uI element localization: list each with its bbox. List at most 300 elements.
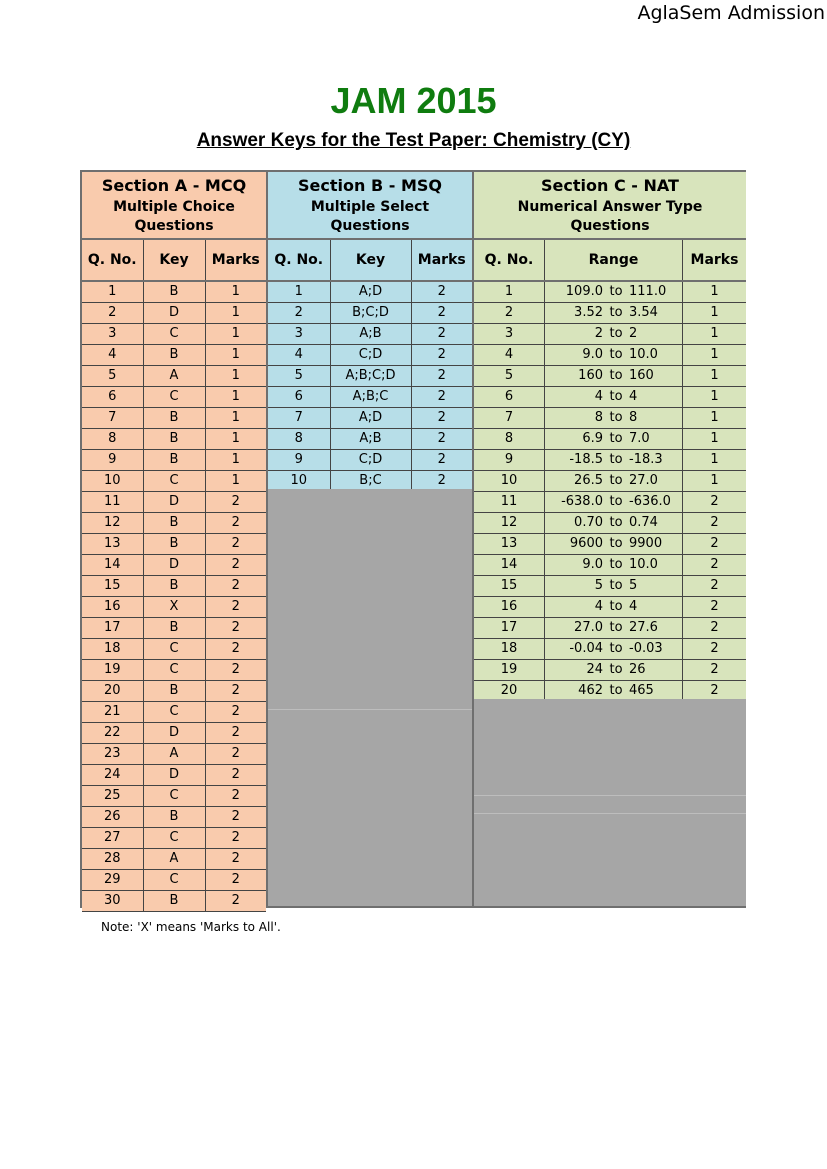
marks-cell: 2: [411, 429, 472, 450]
table-row: [82, 303, 266, 324]
qno-cell: 10: [474, 471, 545, 492]
table-row: [268, 281, 472, 303]
qno-cell: 17: [474, 618, 545, 639]
qno-cell: 2: [82, 303, 143, 324]
table-row: [82, 555, 266, 576]
table-row: [82, 660, 266, 681]
qno-cell: 4: [82, 345, 143, 366]
key-cell: C: [143, 870, 205, 891]
table-row: [82, 786, 266, 807]
qno-cell: 5: [474, 366, 545, 387]
qno-cell: 22: [82, 723, 143, 744]
qno-cell: 5: [82, 366, 143, 387]
marks-cell: 2: [205, 870, 266, 891]
column-header-qno: Q. No.: [268, 239, 330, 281]
key-cell: C: [143, 828, 205, 849]
table-row: [82, 849, 266, 870]
table-row: [82, 681, 266, 702]
key-cell: B: [143, 450, 205, 471]
key-cell: B: [143, 513, 205, 534]
qno-cell: 29: [82, 870, 143, 891]
range-high: 7.0: [629, 431, 650, 446]
key-cell: A: [143, 849, 205, 870]
key-cell: B: [143, 345, 205, 366]
section-b-heading: Section B - MSQ: [298, 176, 442, 195]
column-header-marks: Marks: [682, 239, 746, 281]
range-high: 160: [629, 368, 654, 383]
range-low: 5: [594, 578, 603, 593]
range-to: to: [609, 662, 623, 677]
section-b-empty-area: [268, 489, 472, 906]
range-low: 6.9: [582, 431, 603, 446]
range-high: 3.54: [629, 305, 658, 320]
section-a-sub2: Questions: [134, 218, 214, 234]
column-header-marks: Marks: [205, 239, 266, 281]
key-cell: B: [143, 429, 205, 450]
range-cell: [545, 429, 683, 450]
table-row: [82, 345, 266, 366]
table-row: [82, 387, 266, 408]
table-row: [82, 597, 266, 618]
key-cell: B: [143, 891, 205, 912]
marks-cell: 2: [682, 534, 746, 555]
range-low: 2: [594, 326, 603, 341]
table-row: [268, 303, 472, 324]
section-c-sub2: Questions: [570, 218, 650, 234]
key-cell: C: [143, 660, 205, 681]
marks-cell: 1: [205, 303, 266, 324]
table-row: [474, 471, 746, 492]
range-cell: [545, 618, 683, 639]
table-row: [82, 366, 266, 387]
marks-cell: 1: [205, 471, 266, 492]
marks-cell: 2: [205, 576, 266, 597]
section-b-sub2: Questions: [330, 218, 410, 234]
range-cell: [545, 555, 683, 576]
range-high: 2: [629, 326, 638, 341]
marks-cell: 1: [205, 408, 266, 429]
range-high: 10.0: [629, 557, 658, 572]
qno-cell: 3: [82, 324, 143, 345]
marks-cell: 2: [682, 513, 746, 534]
qno-cell: 6: [268, 387, 330, 408]
table-row: [474, 366, 746, 387]
marks-cell: 1: [682, 387, 746, 408]
column-header-key: Key: [330, 239, 411, 281]
qno-cell: 1: [268, 281, 330, 303]
range-cell: [545, 387, 683, 408]
range-low: -638.0: [561, 494, 603, 509]
qno-cell: 12: [82, 513, 143, 534]
section-c: [474, 172, 746, 906]
qno-cell: 9: [268, 450, 330, 471]
qno-cell: 9: [474, 450, 545, 471]
table-row: [474, 513, 746, 534]
marks-cell: 2: [411, 450, 472, 471]
marks-cell: 2: [205, 723, 266, 744]
qno-cell: 16: [474, 597, 545, 618]
qno-cell: 3: [268, 324, 330, 345]
marks-cell: 1: [682, 429, 746, 450]
section-c-empty-area: [474, 699, 746, 906]
table-row: [474, 345, 746, 366]
table-row: [82, 618, 266, 639]
table-row: [474, 492, 746, 513]
marks-cell: 1: [682, 303, 746, 324]
qno-cell: 20: [474, 681, 545, 702]
qno-cell: 14: [82, 555, 143, 576]
table-row: [82, 429, 266, 450]
range-to: to: [609, 515, 623, 530]
marks-cell: 2: [682, 681, 746, 702]
table-row: [82, 702, 266, 723]
qno-cell: 5: [268, 366, 330, 387]
marks-cell: 2: [411, 387, 472, 408]
marks-cell: 2: [205, 513, 266, 534]
range-high: 8: [629, 410, 638, 425]
marks-cell: 2: [682, 639, 746, 660]
table-row: [82, 513, 266, 534]
qno-cell: 25: [82, 786, 143, 807]
range-cell: [545, 576, 683, 597]
table-row: [474, 639, 746, 660]
range-cell: [545, 324, 683, 345]
section-a-heading: Section A - MCQ: [101, 176, 247, 195]
marks-cell: 2: [682, 618, 746, 639]
range-low: -18.5: [569, 452, 603, 467]
column-header-marks: Marks: [411, 239, 472, 281]
range-low: 160: [578, 368, 603, 383]
marks-cell: 2: [411, 471, 472, 492]
key-cell: C: [143, 387, 205, 408]
marks-cell: 2: [205, 681, 266, 702]
table-row: [82, 744, 266, 765]
marks-cell: 1: [205, 366, 266, 387]
table-row: [474, 281, 746, 303]
range-cell: [545, 450, 683, 471]
table-row: [82, 765, 266, 786]
qno-cell: 7: [474, 408, 545, 429]
table-row: [474, 555, 746, 576]
filler-line: [474, 813, 746, 814]
qno-cell: 26: [82, 807, 143, 828]
range-high: -0.03: [629, 641, 663, 656]
key-cell: C: [143, 471, 205, 492]
range-to: to: [609, 536, 623, 551]
range-to: to: [609, 683, 623, 698]
range-high: 10.0: [629, 347, 658, 362]
qno-cell: 4: [474, 345, 545, 366]
qno-cell: 14: [474, 555, 545, 576]
range-to: to: [609, 494, 623, 509]
table-row: [82, 870, 266, 891]
table-row: [268, 429, 472, 450]
answer-key-table: [80, 170, 746, 908]
range-high: -18.3: [629, 452, 663, 467]
table-row: [474, 387, 746, 408]
marks-cell: 2: [682, 660, 746, 681]
column-header-key: Key: [143, 239, 205, 281]
table-row: [82, 639, 266, 660]
qno-cell: 24: [82, 765, 143, 786]
range-low: 0.70: [574, 515, 603, 530]
key-cell: A: [143, 366, 205, 387]
marks-cell: 1: [682, 450, 746, 471]
marks-cell: 2: [411, 408, 472, 429]
marks-cell: 2: [205, 702, 266, 723]
range-cell: [545, 597, 683, 618]
key-cell: D: [143, 555, 205, 576]
filler-line: [268, 709, 472, 710]
marks-cell: 2: [411, 324, 472, 345]
qno-cell: 19: [474, 660, 545, 681]
key-cell: C: [143, 639, 205, 660]
table-row: [474, 408, 746, 429]
marks-cell: 1: [682, 324, 746, 345]
marks-cell: 2: [205, 786, 266, 807]
key-cell: A;D: [330, 408, 411, 429]
key-cell: A: [143, 744, 205, 765]
table-row: [82, 534, 266, 555]
marks-cell: 1: [682, 345, 746, 366]
table-row: [474, 303, 746, 324]
page-subtitle: Answer Keys for the Test Paper: Chemistry (CY): [196, 130, 631, 151]
range-to: to: [609, 578, 623, 593]
qno-cell: 30: [82, 891, 143, 912]
range-low: 9.0: [582, 347, 603, 362]
marks-cell: 1: [682, 366, 746, 387]
marks-cell: 1: [205, 324, 266, 345]
range-high: 465: [629, 683, 654, 698]
range-to: to: [609, 473, 623, 488]
key-cell: B: [143, 576, 205, 597]
table-row: [474, 618, 746, 639]
key-cell: D: [143, 303, 205, 324]
qno-cell: 4: [268, 345, 330, 366]
range-low: 462: [578, 683, 603, 698]
qno-cell: 3: [474, 324, 545, 345]
qno-cell: 7: [268, 408, 330, 429]
range-cell: [545, 471, 683, 492]
key-cell: B;C;D: [330, 303, 411, 324]
table-row: [474, 597, 746, 618]
range-high: 26: [629, 662, 646, 677]
marks-cell: 2: [682, 555, 746, 576]
key-cell: A;B;C;D: [330, 366, 411, 387]
table-row: [82, 450, 266, 471]
range-high: 5: [629, 578, 638, 593]
table-row: [82, 492, 266, 513]
marks-cell: 2: [205, 765, 266, 786]
table-row: [474, 324, 746, 345]
section-a-header: [82, 172, 266, 239]
table-row: [82, 576, 266, 597]
marks-cell: 1: [682, 471, 746, 492]
range-low: 9600: [569, 536, 603, 551]
table-row: [82, 828, 266, 849]
key-cell: A;B: [330, 324, 411, 345]
key-cell: B;C: [330, 471, 411, 492]
qno-cell: 28: [82, 849, 143, 870]
table-row: [82, 408, 266, 429]
marks-cell: 2: [682, 492, 746, 513]
key-cell: B: [143, 618, 205, 639]
qno-cell: 21: [82, 702, 143, 723]
qno-cell: 13: [82, 534, 143, 555]
marks-cell: 1: [205, 387, 266, 408]
range-high: 4: [629, 389, 638, 404]
marks-cell: 2: [411, 281, 472, 303]
table-row: [474, 660, 746, 681]
marks-cell: 2: [205, 555, 266, 576]
marks-cell: 1: [205, 281, 266, 303]
section-c-heading: Section C - NAT: [541, 176, 679, 195]
qno-cell: 15: [474, 576, 545, 597]
key-cell: C;D: [330, 345, 411, 366]
range-to: to: [609, 641, 623, 656]
qno-cell: 1: [474, 281, 545, 303]
table-row: [82, 281, 266, 303]
key-cell: C: [143, 702, 205, 723]
marks-cell: 2: [682, 597, 746, 618]
qno-cell: 8: [82, 429, 143, 450]
range-low: 9.0: [582, 557, 603, 572]
qno-cell: 6: [82, 387, 143, 408]
section-a-sub1: Multiple Choice: [113, 199, 235, 215]
range-to: to: [609, 599, 623, 614]
qno-cell: 15: [82, 576, 143, 597]
key-cell: X: [143, 597, 205, 618]
table-row: [268, 408, 472, 429]
marks-cell: 2: [411, 303, 472, 324]
table-row: [82, 891, 266, 912]
column-header-qno: Q. No.: [474, 239, 545, 281]
qno-cell: 23: [82, 744, 143, 765]
qno-cell: 11: [474, 492, 545, 513]
range-low: -0.04: [569, 641, 603, 656]
qno-cell: 18: [82, 639, 143, 660]
table-row: [82, 807, 266, 828]
table-row: [474, 450, 746, 471]
table-row: [474, 429, 746, 450]
key-cell: D: [143, 492, 205, 513]
qno-cell: 20: [82, 681, 143, 702]
range-cell: [545, 534, 683, 555]
range-to: to: [609, 347, 623, 362]
range-low: 3.52: [574, 305, 603, 320]
marks-cell: 2: [205, 639, 266, 660]
range-low: 109.0: [565, 284, 603, 299]
range-high: 27.6: [629, 620, 658, 635]
marks-cell: 1: [205, 429, 266, 450]
range-cell: [545, 660, 683, 681]
range-low: 4: [594, 599, 603, 614]
key-cell: C: [143, 324, 205, 345]
range-low: 24: [586, 662, 603, 677]
range-to: to: [609, 305, 623, 320]
table-row: [268, 345, 472, 366]
qno-cell: 19: [82, 660, 143, 681]
qno-cell: 8: [474, 429, 545, 450]
marks-cell: 1: [682, 408, 746, 429]
marks-cell: 2: [205, 597, 266, 618]
qno-cell: 11: [82, 492, 143, 513]
section-c-header: [474, 172, 746, 239]
range-to: to: [609, 284, 623, 299]
range-high: 27.0: [629, 473, 658, 488]
watermark-text: AglaSem Admission: [637, 2, 825, 24]
marks-cell: 2: [411, 345, 472, 366]
qno-cell: 8: [268, 429, 330, 450]
key-cell: B: [143, 681, 205, 702]
range-high: 9900: [629, 536, 663, 551]
range-to: to: [609, 431, 623, 446]
range-to: to: [609, 326, 623, 341]
range-to: to: [609, 368, 623, 383]
column-header-range: Range: [545, 239, 683, 281]
range-to: to: [609, 620, 623, 635]
table-row: [268, 324, 472, 345]
key-cell: B: [143, 281, 205, 303]
range-to: to: [609, 557, 623, 572]
key-cell: A;D: [330, 281, 411, 303]
marks-cell: 2: [205, 534, 266, 555]
key-cell: D: [143, 765, 205, 786]
qno-cell: 1: [82, 281, 143, 303]
qno-cell: 7: [82, 408, 143, 429]
section-a: [82, 172, 268, 906]
marks-cell: 2: [205, 828, 266, 849]
range-high: 4: [629, 599, 638, 614]
range-to: to: [609, 452, 623, 467]
range-low: 8: [594, 410, 603, 425]
range-high: 111.0: [629, 284, 667, 299]
table-row: [474, 534, 746, 555]
marks-cell: 2: [205, 807, 266, 828]
qno-cell: 2: [474, 303, 545, 324]
table-row: [82, 471, 266, 492]
range-cell: [545, 366, 683, 387]
key-cell: A;B: [330, 429, 411, 450]
qno-cell: 6: [474, 387, 545, 408]
page-title: JAM 2015: [330, 80, 497, 121]
marks-cell: 1: [205, 345, 266, 366]
range-cell: [545, 492, 683, 513]
key-cell: B: [143, 534, 205, 555]
marks-cell: 2: [682, 576, 746, 597]
range-cell: [545, 513, 683, 534]
range-cell: [545, 345, 683, 366]
table-row: [268, 450, 472, 471]
qno-cell: 10: [82, 471, 143, 492]
marks-cell: 2: [205, 618, 266, 639]
table-row: [82, 723, 266, 744]
key-cell: C: [143, 786, 205, 807]
marks-cell: 1: [205, 450, 266, 471]
range-cell: [545, 639, 683, 660]
key-cell: A;B;C: [330, 387, 411, 408]
range-high: 0.74: [629, 515, 658, 530]
marks-cell: 2: [205, 660, 266, 681]
section-b-sub1: Multiple Select: [310, 199, 430, 215]
marks-cell: 2: [205, 744, 266, 765]
marks-cell: 1: [682, 281, 746, 303]
marks-cell: 2: [205, 492, 266, 513]
filler-line: [474, 795, 746, 796]
key-cell: D: [143, 723, 205, 744]
range-low: 26.5: [574, 473, 603, 488]
qno-cell: 18: [474, 639, 545, 660]
